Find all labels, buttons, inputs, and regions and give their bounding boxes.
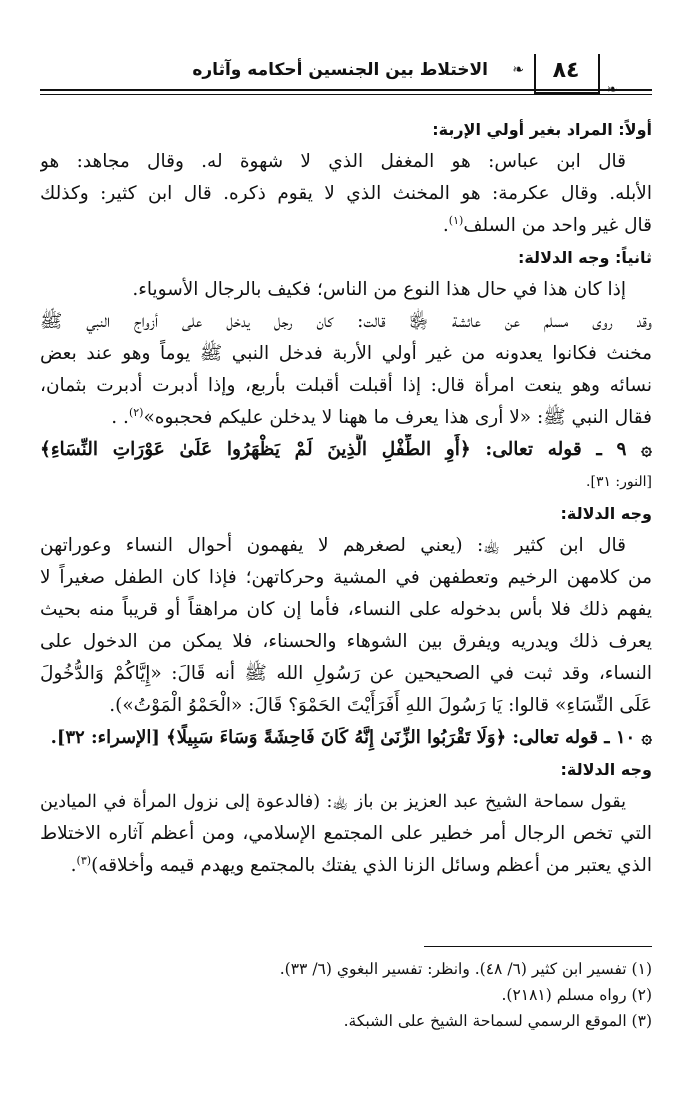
- text-line: مخنث فكانوا يعدونه من غير أولي الأربة فدخل النبي ﷺ يوماً وهو عند بعض: [40, 343, 652, 364]
- running-title: الاختلاط بين الجنسين أحكامه وآثاره: [192, 60, 488, 80]
- section-heading: وجه الدلالة:: [560, 504, 652, 523]
- page-header: [40, 52, 652, 100]
- text-line: من كلامهن الرخيم وتعطفهن في المشية وحركاتهن؛ فإذا كان الطفل صغيراً لا: [40, 567, 652, 588]
- page-number: ٨٤: [552, 58, 580, 83]
- footnote: (١) تفسير ابن كثير (٦/ ٤٨). وانظر: تفسير البغوي (٦/ ٣٣).: [279, 960, 652, 978]
- text-line: [40, 402, 652, 434]
- text-span: .: [70, 855, 77, 876]
- text-span: قال غير واحد من السلف: [463, 215, 652, 236]
- footnote-ref: (٢): [128, 405, 144, 419]
- text-span: .: [442, 215, 449, 236]
- text-line: التي تخص الرجال أمر خطير على المجتمع الإسلامي، ومن أعظم آثاره الاختلاط: [40, 823, 652, 844]
- ornament-icon: ❧: [512, 62, 524, 78]
- header-rule-thick: [40, 89, 652, 91]
- footnote-ref: (١): [448, 213, 464, 227]
- header-rule-thin: [40, 94, 652, 95]
- text-line: [40, 850, 652, 882]
- footnote-separator: [424, 946, 652, 947]
- text-line: إذا كان هذا في حال هذا النوع من الناس؛ فكيف بالرجال الأسوياء.: [132, 279, 626, 300]
- text-line: يقول سماحة الشيخ عبد العزيز بن باز ﵀: (فالدعوة إلى نزول المرأة في الميادين: [40, 792, 626, 812]
- text-line: الأبله. وقال عكرمة: هو المخنث الذي لا يقوم ذكره. قال ابن كثير: وكذلك: [40, 183, 652, 204]
- text-line: قال ابن كثير ﵀: (يعني لصغرهم لا يفهمون أحوال النساء وعوراتهن: [40, 535, 626, 556]
- text-line: قال ابن عباس: هو المغفل الذي لا شهوة له. وقال مجاهد: هو: [40, 151, 626, 172]
- text-span: . .: [111, 407, 129, 428]
- verse-citation: [النور: ٣١].: [586, 474, 652, 490]
- footnote-ref: (٣): [76, 853, 92, 867]
- text-line: يعرف ذلك ويدريه ويفرق بين الشوهاء والحسناء، فلا يمكن من الدخول على: [40, 631, 652, 652]
- text-line: النساء، وقد ثبت في الصحيحين عن رَسُولِ الله ﷺ أنه قَالَ: «إِيَّاكُمْ وَالدُّخُولَ: [40, 663, 652, 684]
- text-line: نسائه وهو ينعت امرأة قال: إذا أقبلت أقبلت بأربع، وإذا أدبرت أدبرت بثمان،: [40, 375, 652, 396]
- text-span: الذي يعتبر من أعظم وسائل الزنا الذي يفتك بالمجتمع ويهدم قيمه وأخلاقه): [91, 855, 652, 876]
- section-heading: أولاً: المراد بغير أولي الإربة:: [432, 120, 652, 139]
- footnotes: [40, 956, 652, 1034]
- text-line: [40, 210, 652, 242]
- section-heading: ثانياً: وجه الدلالة:: [517, 248, 652, 267]
- main-text: [40, 114, 652, 882]
- text-line: عَلَى النِّسَاءِ» قالوا: يَا رَسُولَ اللهِ أَفَرَأَيْتَ الحَمْوَ؟ قَالَ: «الْحَمْوُ الْمَوْتُ»).: [109, 695, 652, 716]
- section-heading: وجه الدلالة:: [560, 760, 652, 779]
- text-line: وقد روى مسلم عن عائشة ﵂ قالت: كان رجل يدخل على أزواج النبي ﷺ: [40, 311, 652, 332]
- footnote: (٢) رواه مسلم (٢١٨١).: [501, 986, 652, 1004]
- footnote: (٣) الموقع الرسمي لسماحة الشيخ على الشبكة.: [343, 1012, 652, 1030]
- text-line: يفهم ذلك فلا بأس بدخوله على النساء، فأما إن كان مراهقاً أو قريباً منه بحيث: [40, 599, 652, 620]
- verse-line: ۞ ١٠ ـ قوله تعالى: ﴿وَلَا تَقْرَبُوا الزِّنَىٰ إِنَّهُ كَانَ فَاحِشَةً وَسَاءَ سَبِيلًا﴾ [الإسراء: ٣٢].: [50, 727, 652, 748]
- ornament-icon: ❧: [606, 82, 618, 98]
- text-span: فقال النبي ﷺ: «لا أرى هذا يعرف ما ههنا لا يدخلن عليكم فحجبوه»: [143, 407, 652, 428]
- verse-line: ۞ ٩ ـ قوله تعالى: ﴿أَوِ الطِّفْلِ الَّذِينَ لَمْ يَظْهَرُوا عَلَىٰ عَوْرَاتِ النِّسَاءِ﴾: [40, 439, 652, 460]
